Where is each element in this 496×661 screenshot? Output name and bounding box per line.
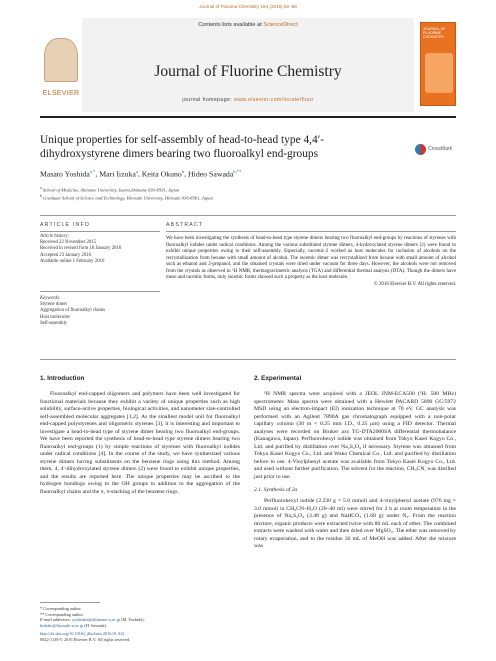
article-history: Article history: Received 22 November 2015 Received in revised form 18 January 2016 Accepted 23 January 2016 Available online 1 February 2016	[40, 234, 160, 265]
keyword-item: Self-assembly	[40, 320, 68, 326]
introduction-section	[40, 375, 240, 496]
section-heading: 2. Experimental	[254, 375, 302, 382]
keyword-item: Styrene dimer	[40, 302, 68, 308]
crossmark-icon	[415, 144, 426, 155]
keyword-item: Host molecules	[40, 314, 70, 320]
footnote-rule	[40, 602, 100, 603]
cover-artwork	[425, 53, 453, 93]
journal-header	[40, 18, 456, 112]
journal-reference: Journal of Fluorine Chemistry 184 (2016) 82–88	[199, 4, 297, 9]
cover-title: JOURNAL OF FLUORINE CHEMISTRY	[423, 27, 446, 40]
author-name: Keita Okuno	[141, 169, 182, 179]
history-item: Received in revised form 18 January 2016	[40, 246, 122, 252]
journal-homepage: journal homepage: www.elsevier.com/locate/fluor	[182, 97, 314, 103]
divider	[166, 231, 456, 232]
contents-line: Contents lists available at ScienceDirect	[198, 22, 298, 28]
history-item: Received 22 November 2015	[40, 240, 97, 246]
author-name: Hideo Sawada	[188, 169, 234, 179]
email-link[interactable]: hideaki@hirosaki-u.ac.jp	[40, 622, 84, 628]
affiliation-b: $^b$ Graduate School of Science and Technology, Hirosaki University, Hirosaki 036-8561, Japan	[40, 194, 213, 201]
section-text: ¹H NMR spectra were acquired with a JEOL JNM-ECA500 (¹H: 500 MHz) spectrometer. Mass spectra were obtained with a Hewlett PACARD 5890 GC/5972 MSD using an electron-impact (EI) ionization technique at 70 eV. GC analysis was performed with an Agilent 7890A gas chromatograph equipped with a non-polar capillary column (30 m × 0.25 mm I.D., 0.25 μm) using a FID detector. Thermal analyses were recorded on Bruker axs TG-DTA2000SA differential thermobalance (Kanagawa, Japan). Perfluorohexyl iodide was obtained from Tokyo Kasei Kogyo Co., Ltd. and purified by distillation over Na₂S₂O₄ if necessary. Styrene was obtained from Tokyo Kasei Kogyo Co., Ltd. and Wako Chemical Co., Ltd. and purified by distillation before to use. 4-Vinylphenyl acetate was available from Tokyo Kasei Kogyo Co., Ltd. and used without further purification. The solvent for the reaction, CH₃CN, was distilled just prior to use.	[254, 391, 456, 480]
section-heading: 1. Introduction	[40, 375, 85, 382]
author-name: Masato Yoshida	[40, 169, 90, 179]
doi-link[interactable]: http://dx.doi.org/10.1016/j.jfluchem.2016.01.012	[40, 631, 125, 637]
header-rule	[40, 116, 456, 118]
divider	[40, 359, 456, 360]
author-name: Mari Iizuka	[99, 169, 136, 179]
keyword-item: Aggregation of fluoroalkyl chains	[40, 308, 106, 314]
article-title: Unique properties for self-assembly of head-to-head type 4,4′-dihydroxystyrene dimers bearing two fluoroalkyl end-groups	[40, 134, 324, 160]
history-item: Available online 1 February 2016	[40, 258, 105, 264]
elsevier-wordmark: ELSEVIER	[42, 90, 80, 97]
abstract-text: We have been investigating the synthesis of head-to-head type styrene dimers bearing two fluoroalkyl end-groups by reactions of styrenes with fluoroalkyl iodides under radical conditions. Among the various substituted styrene dimers, 4-hydroxylated styrene dimers (2) were found to exhibit unique properties owing to their self-assembly. Especially, racemic-2 worked as host molecules for inclusion of alcohols on the recrystallization from hexane with small amount of alcohol. The racemic dimer was recrystallized from hexane with small amount of alcohol such as ethanol and 2-propanol, and the obtained crystals were dried under vacuum for three days. However, the alcohols were not removed from the crystals as observed in ¹H NMR, thermogravimetric analysis (TGA) and differential thermal analysis (DTA). Though the dimers have meso and racemic forms, only racemic forms showed such a property as the host molecule.	[166, 236, 456, 280]
abstract-copyright: © 2016 Elsevier B.V. All rights reserved.	[373, 281, 456, 287]
divider	[40, 291, 160, 292]
journal-title: Journal of Fluorine Chemistry	[154, 63, 342, 80]
elsevier-logo	[40, 32, 80, 112]
section-text: Fluoroalkyl end-capped oligomers and polymers have been well investigated for functional materials because they exhibit a variety of unique properties such as high solubility, surface-active properties, biological activities, and nanometer size-controlled self-assembled molecular aggregates [1,2]. As the smallest model unit for fluoroalkyl end-capped polystyrenes and oligomeric styrenes [3], it is interesting and important to investigate a head-to-head type of styrene dimer bearing two fluoroalkyl end-groups. We have been reported the synthesis of head-to-head type styrene dimers bearing two fluoroalkyl end-groups (1) by simple reactions of styrenes with fluoroalkyl iodides under radical conditions [4]. In the course of the study, we have synthesized various styrene dimers having substituents on the benzene rings using this method. Among them, 4, 4′-dihydroxylated styrene dimers (2) were found to exhibit unique properties, and the results are reported here. The unique properties may be ascribed to the hydrogen bondings owing to the OH groups in addition to the aggregation of the fluoroalkyl chains and the π, π-stacking of the benzene rings.	[40, 391, 240, 495]
crossmark-badge[interactable]	[415, 142, 455, 162]
crossmark-label: CrossMark	[428, 146, 453, 152]
homepage-link[interactable]: www.elsevier.com/locate/fluor	[233, 97, 314, 103]
subsection-heading: 2.1. Synthesis of 2a	[254, 487, 298, 493]
abstract-heading: ABSTRACT	[166, 222, 204, 228]
history-item: Accepted 23 January 2016	[40, 252, 92, 258]
author-list: Masato Yoshida$^{a,*}$, Mari Iizuka$^a$, Keita Okuno$^b$, Hideo Sawada$^{b,**}$	[40, 169, 242, 179]
experimental-section	[254, 375, 456, 551]
journal-cover	[420, 22, 456, 106]
article-info-heading: ARTICLE INFO	[40, 222, 91, 228]
keywords: Keywords: Styrene dimer Aggregation of fluoroalkyl chains Host molecules Self-assembly	[40, 296, 160, 327]
elsevier-tree-icon	[44, 38, 78, 82]
affiliation-a: $^a$ School of Medicine, Shimane University, Izumo,Shimane 693-8501, Japan	[40, 186, 180, 193]
sciencedirect-link[interactable]: ScienceDirect	[263, 22, 298, 28]
footnotes: * Corresponding author. ** Corresponding author. E-mail addresses: yoshidam@shimane-u.ac.jp (M. Yoshida), hideaki@hirosaki-u.ac.jp (H. Sawada). http://dx.doi.org/10.1016/j.jfluchem.2016.01.012 0022-1139/© 2016 Elsevier B.V. All rights reserved.	[40, 606, 240, 643]
abstract-body	[166, 236, 456, 288]
issn-line: 0022-1139/© 2016 Elsevier B.V. All rights reserved.	[40, 636, 131, 642]
email-link[interactable]: yoshidam@shimane-u.ac.jp	[72, 617, 120, 623]
subsection-text: Perfluorohexyl iodide (2.230 g × 5.0 mmol) and 4-vinylphenyl acetate (976 mg × 3.0 mmol) in CH₃CN–H₂O (20–40 ml) were stirred for 2 h at room temperature in the presence of Na₂S₂O₄ (3.48 g) and NaHCO₃ (1.68 g) under N₂. From the reaction mixture, organic products were extracted twice with 80 mL each of ether. The combined extracts were washed with water and then dried over MgSO₄. The ether was removed by rotary evaporation, and to the residue 30 mL of MeOH was added. After the mixture was	[254, 498, 456, 549]
divider	[40, 231, 160, 232]
divider	[40, 215, 456, 216]
